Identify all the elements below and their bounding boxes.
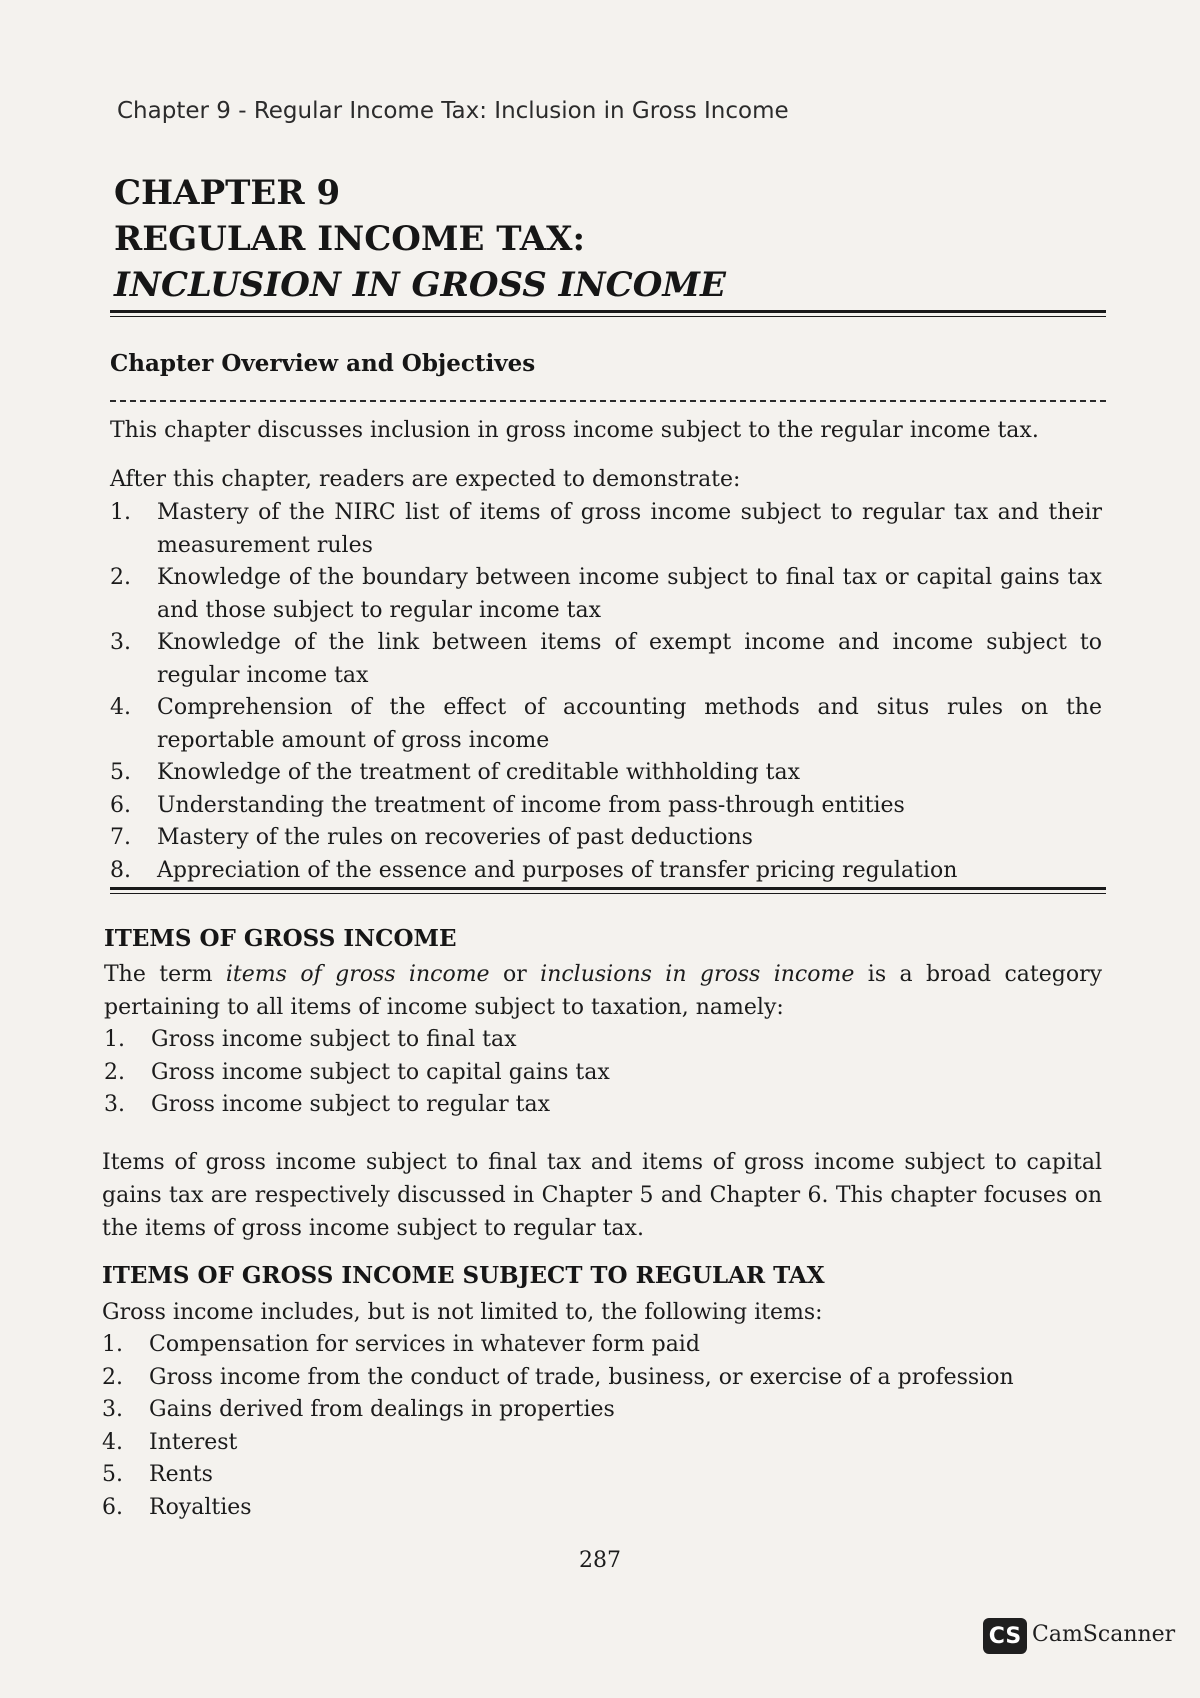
- list-item-text: Gross income subject to regular tax: [151, 1092, 550, 1117]
- list-item: [104, 1089, 1102, 1122]
- list-item-text: Mastery of the NIRC list of items of gross income subject to regular tax and their measurement rules: [157, 500, 1102, 558]
- list-item: [102, 1362, 1102, 1395]
- list-item-text: Royalties: [149, 1494, 252, 1520]
- list-item: [102, 1459, 1102, 1492]
- list-item-number: 4.: [102, 1429, 123, 1455]
- title-divider: [110, 310, 1106, 317]
- list-item-number: 6.: [110, 792, 131, 818]
- items-heading: ITEMS OF GROSS INCOME: [104, 925, 457, 952]
- list-item-text: Gross income subject to capital gains tax: [151, 1059, 610, 1085]
- list-item: [104, 1057, 1102, 1090]
- list-item-text: Mastery of the rules on recoveries of past deductions: [157, 825, 753, 850]
- list-item: [110, 627, 1102, 692]
- items-paragraph: Items of gross income subject to final tax and items of gross income subject to capital gains tax are respectively discussed in Chapter 5 and Chapter 6. This chapter focuses on the items of gross income subject to regular tax.: [102, 1150, 1102, 1241]
- intro-term: inclusions in gross income: [540, 962, 855, 987]
- list-item-text: Gains derived from dealings in properties: [149, 1397, 615, 1422]
- running-head: Chapter 9 - Regular Income Tax: Inclusion in Gross Income: [117, 98, 789, 124]
- camscanner-watermark: CamScanner: [1032, 1622, 1176, 1647]
- list-item: [110, 692, 1102, 757]
- list-item: [102, 1394, 1102, 1427]
- list-item-text: Knowledge of the link between items of exempt income and income subject to regular income tax: [157, 630, 1102, 688]
- list-item-number: 5.: [102, 1462, 123, 1487]
- list-item-number: 3.: [104, 1092, 125, 1117]
- list-item-number: 6.: [102, 1494, 123, 1520]
- list-item: [110, 757, 1102, 790]
- list-item-number: 2.: [102, 1364, 123, 1390]
- list-item: [110, 497, 1102, 562]
- list-item-text: Knowledge of the boundary between income subject to final tax or capital gains tax and those subject to regular income tax: [157, 565, 1102, 623]
- objectives-list: [110, 497, 1102, 887]
- intro-term: items of gross income: [225, 962, 490, 987]
- list-item-text: Rents: [149, 1462, 213, 1487]
- list-item-text: Gross income from the conduct of trade, business, or exercise of a profession: [149, 1364, 1014, 1390]
- regular-tax-items-list: [102, 1329, 1102, 1524]
- list-item-number: 5.: [110, 760, 131, 785]
- list-item-number: 2.: [110, 565, 131, 590]
- list-item-number: 8.: [110, 857, 131, 883]
- list-item: [110, 855, 1102, 888]
- gross-income-categories-list: [104, 1024, 1102, 1122]
- intro-text: The term: [104, 962, 226, 987]
- list-item-text: Gross income subject to final tax: [151, 1027, 517, 1052]
- list-item: [102, 1427, 1102, 1460]
- overview-intro-2: After this chapter, readers are expected to demonstrate:: [110, 467, 741, 492]
- overview-bottom-divider: [110, 887, 1106, 894]
- list-item-text: Comprehension of the effect of accounting methods and situs rules on the reportable amount of gross income: [157, 695, 1102, 753]
- regular-tax-heading: ITEMS OF GROSS INCOME SUBJECT TO REGULAR TAX: [102, 1262, 825, 1289]
- page-number: 287: [579, 1548, 621, 1573]
- list-item-text: Appreciation of the essence and purposes of transfer pricing regulation: [157, 857, 958, 883]
- list-item: [110, 790, 1102, 823]
- list-item: [102, 1492, 1102, 1525]
- list-item-text: Compensation for services in whatever form paid: [149, 1332, 700, 1357]
- camscanner-logo-icon: CS: [983, 1618, 1027, 1654]
- list-item-number: 2.: [104, 1059, 125, 1085]
- overview-heading: Chapter Overview and Objectives: [110, 350, 536, 377]
- chapter-title-line: REGULAR INCOME TAX:: [114, 219, 586, 259]
- items-intro: [104, 958, 1102, 1024]
- chapter-number: CHAPTER 9: [114, 173, 341, 213]
- intro-text: or: [489, 962, 541, 987]
- chapter-subtitle: INCLUSION IN GROSS INCOME: [114, 265, 726, 305]
- list-item-number: 3.: [102, 1397, 123, 1422]
- list-item-number: 1.: [110, 500, 131, 525]
- regular-tax-intro: Gross income includes, but is not limited to, the following items:: [102, 1300, 823, 1325]
- list-item: [104, 1024, 1102, 1057]
- list-item-number: 7.: [110, 825, 131, 850]
- list-item-text: Knowledge of the treatment of creditable withholding tax: [157, 760, 801, 785]
- list-item: [102, 1329, 1102, 1362]
- overview-intro: This chapter discusses inclusion in gross income subject to the regular income tax.: [110, 418, 1039, 443]
- intro-text: is a broad category pertaining to all items of income subject to taxation, namely:: [104, 962, 1103, 1020]
- list-item-text: Understanding the treatment of income from pass-through entities: [157, 792, 905, 818]
- dashed-divider: [110, 400, 1106, 402]
- list-item-number: 4.: [110, 695, 131, 720]
- list-item: [110, 562, 1102, 627]
- list-item-number: 1.: [102, 1332, 123, 1357]
- list-item-number: 1.: [104, 1027, 125, 1052]
- list-item: [110, 822, 1102, 855]
- list-item-text: Interest: [149, 1429, 238, 1455]
- chapter-title: [114, 170, 726, 308]
- list-item-number: 3.: [110, 630, 131, 655]
